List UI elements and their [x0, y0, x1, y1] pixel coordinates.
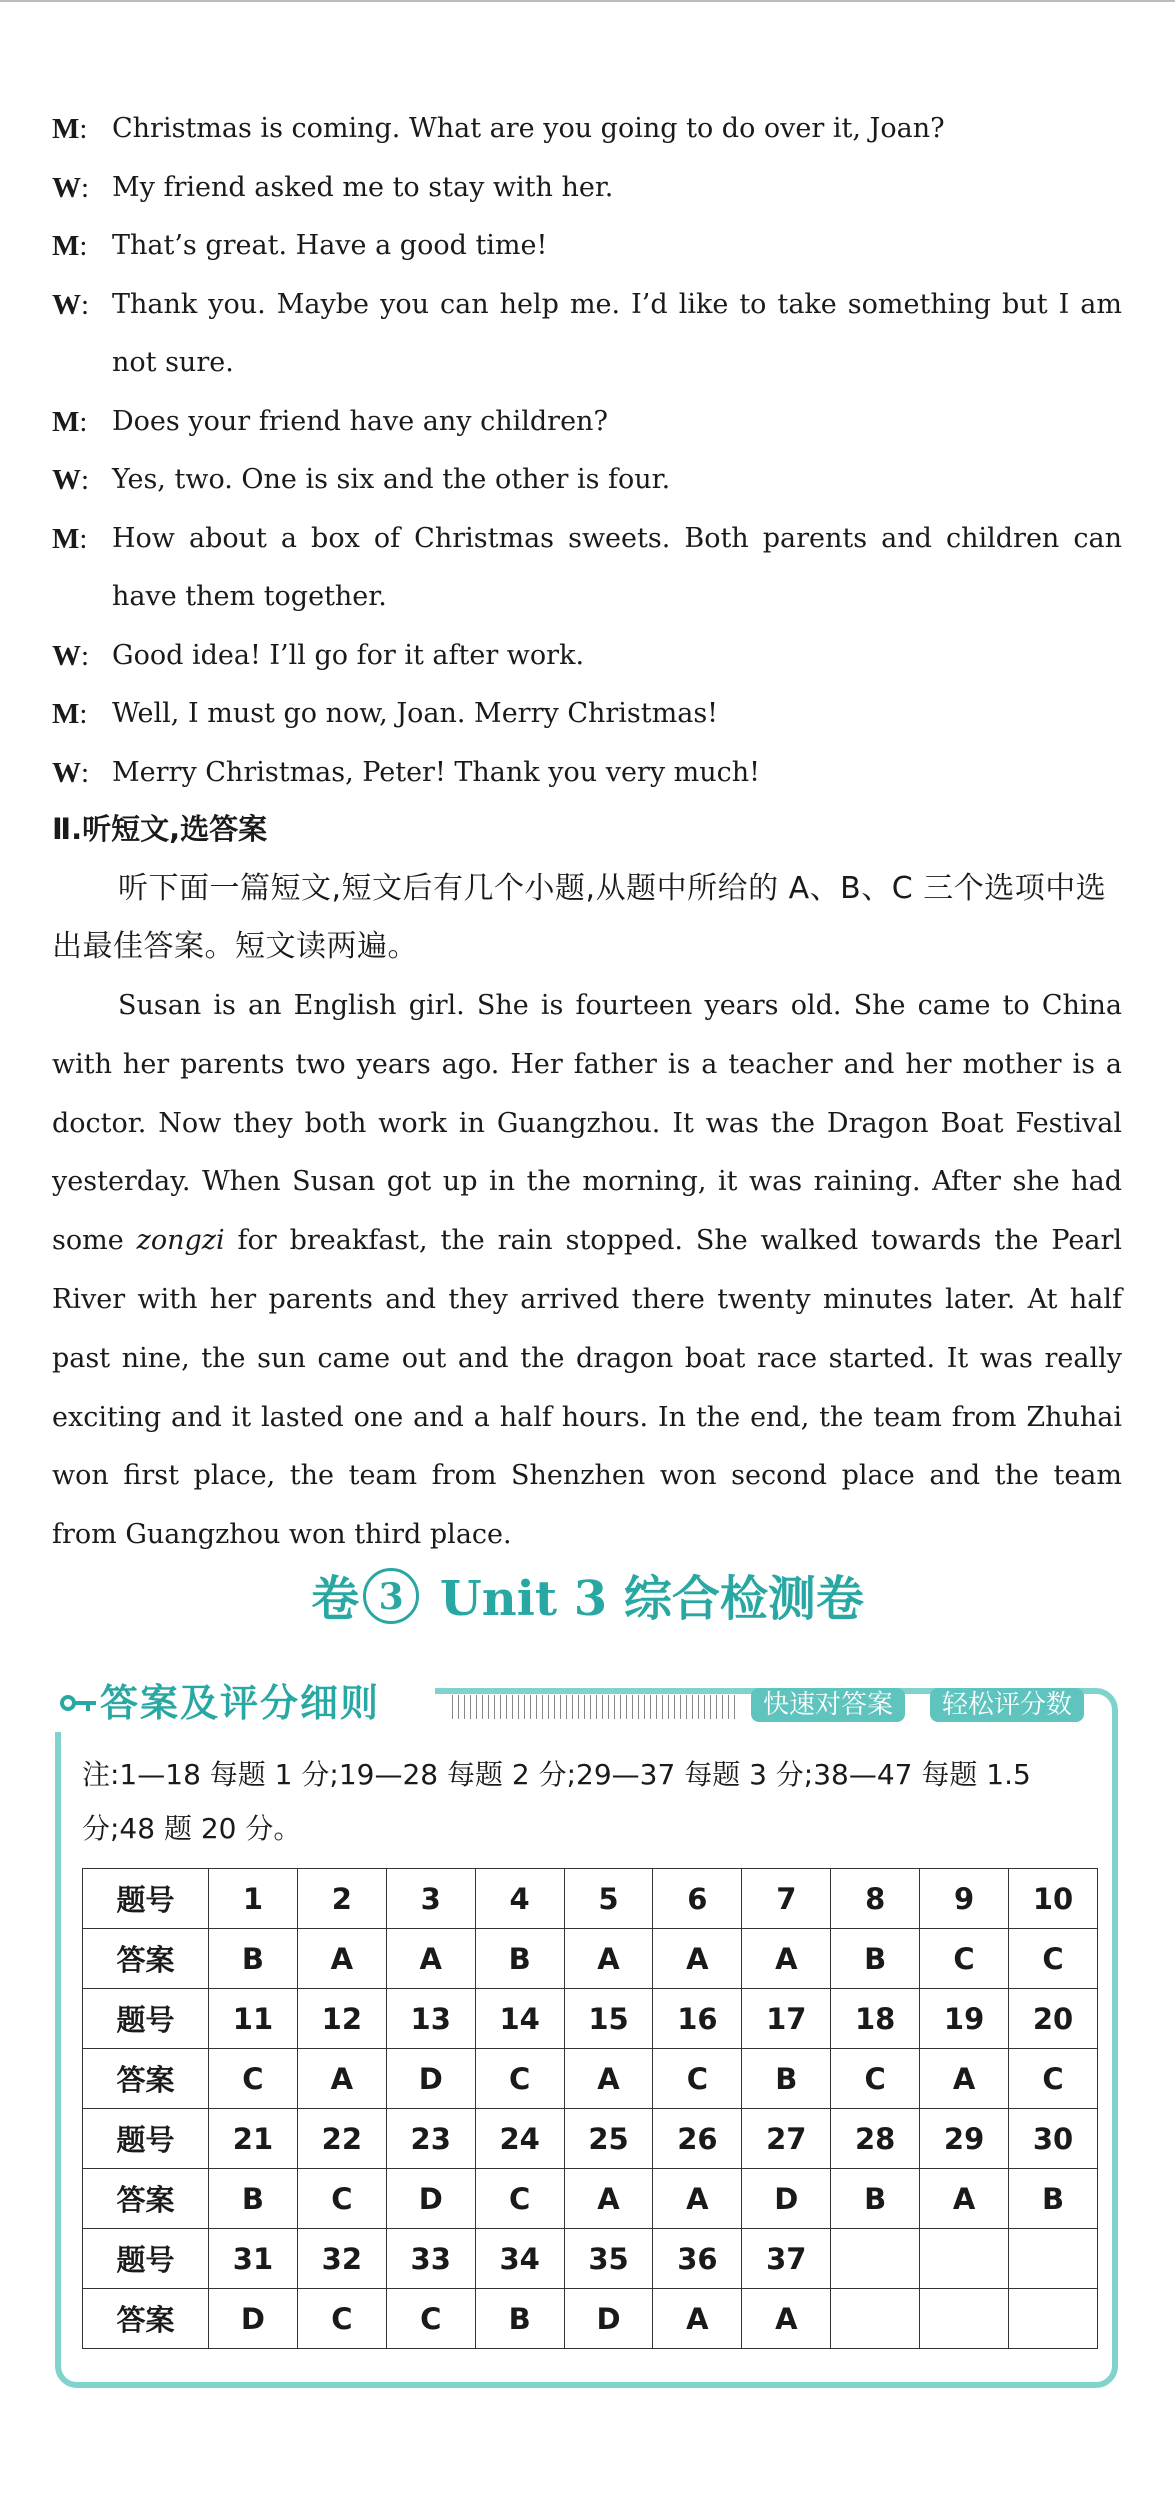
answer-cell: B — [831, 1929, 920, 1989]
question-number-cell: 29 — [920, 2109, 1009, 2169]
question-number-cell: 6 — [653, 1869, 742, 1929]
question-number-cell: 4 — [475, 1869, 564, 1929]
question-number-cell: 33 — [386, 2229, 475, 2289]
dialogue-text: Does your friend have any children? — [112, 405, 608, 437]
question-number-row — [83, 1869, 1098, 1929]
easy-score-badge: 轻松评分数 — [930, 1688, 1084, 1722]
question-number-cell: 16 — [653, 1989, 742, 2049]
dialogue-line — [52, 276, 1122, 393]
section-instruction: 听下面一篇短文,短文后有几个小题,从题中所给的 A、B、C 三个选项中选出最佳答案。短文读两遍。 — [52, 871, 1107, 964]
question-number-cell: 7 — [742, 1869, 831, 1929]
dialogue-text: Good idea! I’ll go for it after work. — [112, 639, 585, 671]
dialogue-line — [52, 217, 1122, 276]
answer-cell: C — [297, 2289, 386, 2349]
dialogue-line — [52, 685, 1122, 744]
answer-box-label: 答案及评分细则 — [100, 1681, 381, 1725]
question-number-cell — [920, 2229, 1009, 2289]
question-number-cell: 36 — [653, 2229, 742, 2289]
answer-row — [83, 2169, 1098, 2229]
speaker-label: W: — [52, 288, 90, 321]
speaker-label: M: — [52, 522, 88, 555]
question-number-cell — [1009, 2229, 1098, 2289]
question-number-cell: 3 — [386, 1869, 475, 1929]
question-number-cell: 28 — [831, 2109, 920, 2169]
speaker-label: W: — [52, 639, 90, 672]
question-number-cell: 14 — [475, 1989, 564, 2049]
unit-heading — [0, 1560, 1175, 1629]
speaker-label: M: — [52, 405, 88, 438]
answer-cell — [1009, 2289, 1098, 2349]
question-number-cell: 21 — [209, 2109, 298, 2169]
answer-cell: C — [475, 2049, 564, 2109]
question-number-cell: 8 — [831, 1869, 920, 1929]
answer-cell: A — [653, 2169, 742, 2229]
question-number-cell: 23 — [386, 2109, 475, 2169]
question-number-cell: 31 — [209, 2229, 298, 2289]
question-number-cell: 34 — [475, 2229, 564, 2289]
question-number-cell: 2 — [297, 1869, 386, 1929]
quick-answer-badge: 快速对答案 — [751, 1688, 905, 1722]
answer-table — [82, 1868, 1098, 2349]
unit-title: Unit 3 综合检测卷 — [439, 1571, 864, 1627]
answer-cell: C — [920, 1929, 1009, 1989]
answer-cell: C — [653, 2049, 742, 2109]
question-number-cell: 32 — [297, 2229, 386, 2289]
answer-cell: D — [386, 2169, 475, 2229]
answer-cell: A — [297, 1929, 386, 1989]
decorative-ticks — [452, 1695, 740, 1719]
question-number-cell: 15 — [564, 1989, 653, 2049]
answer-cell: A — [920, 2169, 1009, 2229]
answer-row — [83, 1929, 1098, 1989]
dialogue-text: Well, I must go now, Joan. Merry Christmas! — [112, 698, 719, 729]
unit-prefix: 卷 — [311, 1571, 360, 1627]
dialogue-line — [52, 100, 1122, 159]
dialogue-text: Merry Christmas, Peter! Thank you very much! — [112, 756, 761, 788]
row-header-answer: 答案 — [83, 1929, 209, 1989]
answer-cell: B — [831, 2169, 920, 2229]
answer-cell: A — [742, 1929, 831, 1989]
question-number-cell: 19 — [920, 1989, 1009, 2049]
question-number-cell: 13 — [386, 1989, 475, 2049]
answer-cell: A — [653, 2289, 742, 2349]
question-number-cell: 30 — [1009, 2109, 1098, 2169]
passage-italic-word: zongzi — [136, 1225, 225, 1257]
speaker-label: W: — [52, 756, 90, 789]
answer-row — [83, 2289, 1098, 2349]
answer-cell: B — [742, 2049, 831, 2109]
row-header-answer: 答案 — [83, 2049, 209, 2109]
answer-cell: A — [920, 2049, 1009, 2109]
passage-text-1: Susan is an English girl. She is fourteen years old. She came to China with her parents two years ago. Her father is a teacher and her mother is a doctor. Now they both work in Guangzhou. It was the Dragon Boat Festival yesterday. When Susan got up in the morning, it was raining. After she had some — [52, 990, 1122, 1257]
answer-cell: A — [564, 1929, 653, 1989]
dialogue-text: How about a box of Christmas sweets. Both parents and children can have them together. — [112, 522, 1122, 612]
dialogue-text: My friend asked me to stay with her. — [112, 171, 614, 203]
answer-cell: D — [564, 2289, 653, 2349]
answer-cell: A — [653, 1929, 742, 1989]
answer-cell: C — [386, 2289, 475, 2349]
answer-cell: C — [1009, 1929, 1098, 1989]
answer-cell — [920, 2289, 1009, 2349]
question-number-cell: 25 — [564, 2109, 653, 2169]
question-number-cell — [831, 2229, 920, 2289]
question-number-cell: 18 — [831, 1989, 920, 2049]
question-number-cell: 11 — [209, 1989, 298, 2049]
answer-cell: C — [1009, 2049, 1098, 2109]
question-number-cell: 26 — [653, 2109, 742, 2169]
speaker-label: M: — [52, 230, 88, 262]
dialogue-line — [52, 627, 1122, 686]
answer-cell: C — [297, 2169, 386, 2229]
dialogue-text: That’s great. Have a good time! — [112, 230, 548, 261]
question-number-cell: 10 — [1009, 1869, 1098, 1929]
answer-cell: A — [297, 2049, 386, 2109]
answer-cell — [831, 2289, 920, 2349]
answer-cell: B — [1009, 2169, 1098, 2229]
question-number-cell: 24 — [475, 2109, 564, 2169]
answer-cell: A — [564, 2049, 653, 2109]
answer-cell: A — [564, 2169, 653, 2229]
dialogue-line — [52, 159, 1122, 218]
answer-row — [83, 2049, 1098, 2109]
row-header-question: 题号 — [83, 1989, 209, 2049]
dialogue-text: Christmas is coming. What are you going to do over it, Joan? — [112, 113, 945, 144]
question-number-row — [83, 2109, 1098, 2169]
answer-cell: B — [209, 2169, 298, 2229]
dialogue-line — [52, 744, 1122, 803]
question-number-cell: 12 — [297, 1989, 386, 2049]
question-number-cell: 17 — [742, 1989, 831, 2049]
row-header-question: 题号 — [83, 2229, 209, 2289]
answer-cell: A — [386, 1929, 475, 1989]
question-number-cell: 1 — [209, 1869, 298, 1929]
row-header-answer: 答案 — [83, 2289, 209, 2349]
question-number-row — [83, 1989, 1098, 2049]
question-number-row — [83, 2229, 1098, 2289]
speaker-label: M: — [52, 113, 88, 145]
question-number-cell: 35 — [564, 2229, 653, 2289]
passage-text-2: for breakfast, the rain stopped. She walked towards the Pearl River with her parents and they arrived there twenty minutes later. At half past nine, the sun came out and the dragon boat race started. It was really exciting and it lasted one and a half hours. In the end, the team from Zhuhai won first place, the team from Shenzhen won second place and the team from Guangzhou won third place. — [52, 1225, 1122, 1551]
key-icon — [58, 1691, 98, 1715]
dialogue-transcript — [52, 100, 1122, 802]
answer-cell: B — [209, 1929, 298, 1989]
listening-passage — [52, 977, 1122, 1565]
row-header-question: 题号 — [83, 2109, 209, 2169]
answer-cell: A — [742, 2289, 831, 2349]
scoring-note: 注:1—18 每题 1 分;19—28 每题 2 分;29—37 每题 3 分;38—47 每题 1.5 分;48 题 20 分。 — [82, 1758, 1031, 1845]
speaker-label: W: — [52, 171, 90, 204]
dialogue-text: Yes, two. One is six and the other is four. — [112, 464, 671, 495]
answer-cell: B — [475, 1929, 564, 1989]
question-number-cell: 37 — [742, 2229, 831, 2289]
dialogue-text: Thank you. Maybe you can help me. I’d like to take something but I am not sure. — [112, 288, 1122, 378]
answer-cell: D — [386, 2049, 475, 2109]
section-title: Ⅱ.听短文,选答案 — [52, 812, 268, 846]
dialogue-line — [52, 393, 1122, 452]
speaker-label: W: — [52, 464, 90, 496]
dialogue-line — [52, 510, 1122, 627]
question-number-cell: 20 — [1009, 1989, 1098, 2049]
row-header-answer: 答案 — [83, 2169, 209, 2229]
dialogue-line — [52, 451, 1122, 510]
question-number-cell: 9 — [920, 1869, 1009, 1929]
answer-cell: C — [475, 2169, 564, 2229]
answer-cell: D — [742, 2169, 831, 2229]
top-border-line — [0, 0, 1175, 2]
question-number-cell: 22 — [297, 2109, 386, 2169]
answer-cell: C — [209, 2049, 298, 2109]
question-number-cell: 27 — [742, 2109, 831, 2169]
answer-cell: D — [209, 2289, 298, 2349]
speaker-label: M: — [52, 698, 88, 730]
unit-number-circle: 3 — [363, 1568, 419, 1624]
row-header-question: 题号 — [83, 1869, 209, 1929]
answer-cell: C — [831, 2049, 920, 2109]
answer-cell: B — [475, 2289, 564, 2349]
question-number-cell: 5 — [564, 1869, 653, 1929]
